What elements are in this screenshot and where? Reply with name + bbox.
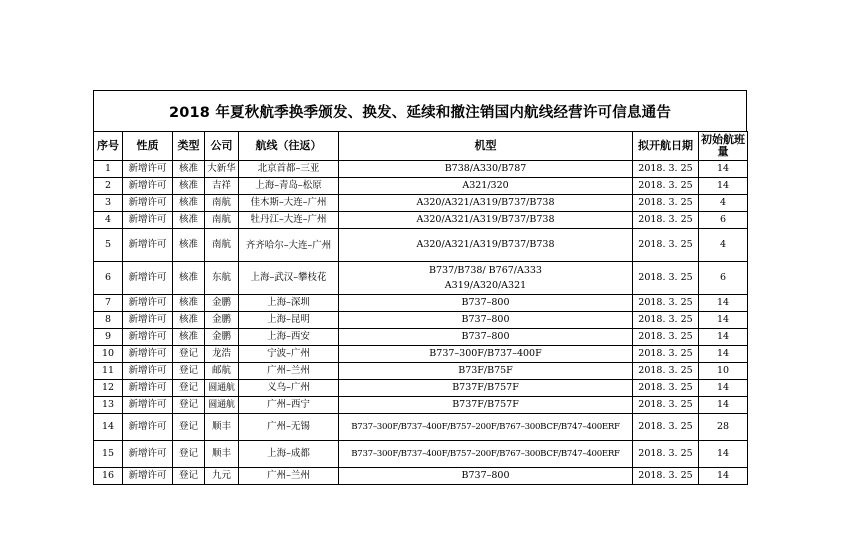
cell-type: 登记: [173, 346, 205, 363]
table-row: [94, 229, 748, 262]
cell-type: 核准: [173, 295, 205, 312]
cell-aircraft: B737–800: [339, 468, 633, 485]
cell-company: 金鹏: [205, 329, 239, 346]
cell-type: 登记: [173, 363, 205, 380]
cell-route: 牡丹江–大连–广州: [239, 212, 339, 229]
cell-aircraft: B737–300F/B737–400F: [339, 346, 633, 363]
cell-date: 2018. 3. 25: [633, 295, 699, 312]
header-nature: 性质: [123, 132, 173, 161]
cell-type: 登记: [173, 397, 205, 414]
cell-route: 上海–昆明: [239, 312, 339, 329]
cell-company: 南航: [205, 212, 239, 229]
cell-aircraft: B738/A330/B787: [339, 161, 633, 178]
cell-aircraft: B737–800: [339, 312, 633, 329]
table-row: [94, 468, 748, 485]
cell-date: 2018. 3. 25: [633, 262, 699, 295]
table-row: [94, 195, 748, 212]
cell-weekly: 14: [699, 346, 748, 363]
cell-seq: 12: [94, 380, 123, 397]
cell-route: 上海–深圳: [239, 295, 339, 312]
cell-nature: 新增许可: [123, 229, 173, 262]
cell-nature: 新增许可: [123, 346, 173, 363]
cell-company: 金鹏: [205, 312, 239, 329]
cell-seq: 16: [94, 468, 123, 485]
cell-date: 2018. 3. 25: [633, 212, 699, 229]
cell-company: 南航: [205, 195, 239, 212]
cell-date: 2018. 3. 25: [633, 195, 699, 212]
table-row: [94, 295, 748, 312]
cell-date: 2018. 3. 25: [633, 414, 699, 441]
cell-type: 核准: [173, 312, 205, 329]
cell-route: 广州–兰州: [239, 468, 339, 485]
header-start-date: 拟开航日期: [633, 132, 699, 161]
cell-weekly: 4: [699, 195, 748, 212]
cell-seq: 4: [94, 212, 123, 229]
cell-seq: 15: [94, 441, 123, 468]
cell-seq: 3: [94, 195, 123, 212]
cell-company: 龙浩: [205, 346, 239, 363]
cell-seq: 5: [94, 229, 123, 262]
cell-weekly: 14: [699, 295, 748, 312]
cell-route: 广州–西宁: [239, 397, 339, 414]
cell-company: 东航: [205, 262, 239, 295]
table-row: [94, 441, 748, 468]
cell-type: 核准: [173, 178, 205, 195]
cell-nature: 新增许可: [123, 178, 173, 195]
cell-type: 登记: [173, 380, 205, 397]
cell-nature: 新增许可: [123, 161, 173, 178]
table-row: [94, 161, 748, 178]
cell-company: 圆通航: [205, 397, 239, 414]
cell-weekly: 6: [699, 212, 748, 229]
cell-company: 圆通航: [205, 380, 239, 397]
cell-seq: 13: [94, 397, 123, 414]
cell-nature: 新增许可: [123, 414, 173, 441]
cell-route: 上海–西安: [239, 329, 339, 346]
cell-weekly: 14: [699, 161, 748, 178]
cell-date: 2018. 3. 25: [633, 312, 699, 329]
header-company: 公司: [205, 132, 239, 161]
notice-sheet: [93, 90, 747, 485]
cell-nature: 新增许可: [123, 312, 173, 329]
cell-weekly: 4: [699, 229, 748, 262]
cell-seq: 8: [94, 312, 123, 329]
cell-type: 核准: [173, 195, 205, 212]
cell-route: 广州–兰州: [239, 363, 339, 380]
cell-route: 齐齐哈尔–大连–广州: [239, 229, 339, 262]
cell-aircraft: B73F/B75F: [339, 363, 633, 380]
cell-nature: 新增许可: [123, 380, 173, 397]
cell-aircraft: A320/A321/A319/B737/B738: [339, 195, 633, 212]
cell-aircraft: A320/A321/A319/B737/B738: [339, 229, 633, 262]
aircraft-line: B737/B738/ B767/A333: [429, 265, 542, 276]
cell-aircraft: B737–800: [339, 329, 633, 346]
cell-date: 2018. 3. 25: [633, 397, 699, 414]
cell-company: 金鹏: [205, 295, 239, 312]
aircraft-line: A319/A320/A321: [444, 280, 527, 291]
cell-nature: 新增许可: [123, 195, 173, 212]
cell-seq: 9: [94, 329, 123, 346]
cell-nature: 新增许可: [123, 262, 173, 295]
cell-seq: 10: [94, 346, 123, 363]
cell-nature: 新增许可: [123, 397, 173, 414]
cell-route: 宁波–广州: [239, 346, 339, 363]
cell-route: 佳木斯–大连–广州: [239, 195, 339, 212]
cell-seq: 7: [94, 295, 123, 312]
cell-weekly: 14: [699, 441, 748, 468]
header-seq: 序号: [94, 132, 123, 161]
cell-weekly: 6: [699, 262, 748, 295]
cell-type: 登记: [173, 468, 205, 485]
cell-date: 2018. 3. 25: [633, 468, 699, 485]
cell-date: 2018. 3. 25: [633, 329, 699, 346]
table-row: [94, 414, 748, 441]
cell-date: 2018. 3. 25: [633, 178, 699, 195]
cell-company: 九元: [205, 468, 239, 485]
cell-aircraft: [339, 262, 633, 295]
cell-weekly: 14: [699, 178, 748, 195]
cell-type: 登记: [173, 414, 205, 441]
table-row: [94, 262, 748, 295]
cell-date: 2018. 3. 25: [633, 161, 699, 178]
cell-seq: 6: [94, 262, 123, 295]
cell-company: 大新华: [205, 161, 239, 178]
cell-route: 上海–青岛–松原: [239, 178, 339, 195]
cell-route: 上海–成都: [239, 441, 339, 468]
cell-aircraft: B737F/B757F: [339, 380, 633, 397]
cell-weekly: 14: [699, 380, 748, 397]
cell-nature: 新增许可: [123, 295, 173, 312]
cell-type: 核准: [173, 329, 205, 346]
cell-route: 义乌–广州: [239, 380, 339, 397]
cell-weekly: 14: [699, 397, 748, 414]
header-aircraft: 机型: [339, 132, 633, 161]
header-row: [94, 132, 748, 161]
cell-route: 北京首都–三亚: [239, 161, 339, 178]
table-row: [94, 312, 748, 329]
table-row: [94, 346, 748, 363]
cell-weekly: 10: [699, 363, 748, 380]
cell-nature: 新增许可: [123, 212, 173, 229]
cell-aircraft: B737–300F/B737–400F/B757–200F/B767–300BCF/B747–400ERF: [339, 441, 633, 468]
cell-date: 2018. 3. 25: [633, 346, 699, 363]
cell-company: 顺丰: [205, 441, 239, 468]
cell-company: 邮航: [205, 363, 239, 380]
cell-company: 南航: [205, 229, 239, 262]
cell-date: 2018. 3. 25: [633, 363, 699, 380]
cell-route: 上海–武汉–攀枝花: [239, 262, 339, 295]
header-type: 类型: [173, 132, 205, 161]
table-row: [94, 329, 748, 346]
cell-nature: 新增许可: [123, 441, 173, 468]
cell-seq: 2: [94, 178, 123, 195]
cell-type: 核准: [173, 161, 205, 178]
cell-aircraft: B737F/B757F: [339, 397, 633, 414]
cell-date: 2018. 3. 25: [633, 380, 699, 397]
cell-type: 核准: [173, 229, 205, 262]
cell-weekly: 28: [699, 414, 748, 441]
cell-nature: 新增许可: [123, 329, 173, 346]
cell-route: 广州–无锡: [239, 414, 339, 441]
cell-aircraft: A320/A321/A319/B737/B738: [339, 212, 633, 229]
cell-aircraft: A321/320: [339, 178, 633, 195]
cell-seq: 14: [94, 414, 123, 441]
cell-nature: 新增许可: [123, 468, 173, 485]
cell-type: 核准: [173, 262, 205, 295]
cell-type: 核准: [173, 212, 205, 229]
cell-date: 2018. 3. 25: [633, 229, 699, 262]
cell-seq: 11: [94, 363, 123, 380]
table-row: [94, 363, 748, 380]
header-route: 航线（往返）: [239, 132, 339, 161]
cell-date: 2018. 3. 25: [633, 441, 699, 468]
table-row: [94, 178, 748, 195]
cell-aircraft: B737–300F/B737–400F/B757–200F/B767–300BCF/B747–400ERF: [339, 414, 633, 441]
header-weekly-flights: 初始航班量: [699, 132, 748, 161]
cell-weekly: 14: [699, 329, 748, 346]
cell-weekly: 14: [699, 312, 748, 329]
cell-weekly: 14: [699, 468, 748, 485]
table-row: [94, 380, 748, 397]
cell-company: 吉祥: [205, 178, 239, 195]
document-title: 2018 年夏秋航季换季颁发、换发、延续和撤注销国内航线经营许可信息通告: [93, 90, 747, 131]
table-row: [94, 397, 748, 414]
table-row: [94, 212, 748, 229]
cell-nature: 新增许可: [123, 363, 173, 380]
cell-company: 顺丰: [205, 414, 239, 441]
cell-aircraft: B737–800: [339, 295, 633, 312]
cell-type: 登记: [173, 441, 205, 468]
route-permit-table: [93, 131, 748, 485]
cell-seq: 1: [94, 161, 123, 178]
